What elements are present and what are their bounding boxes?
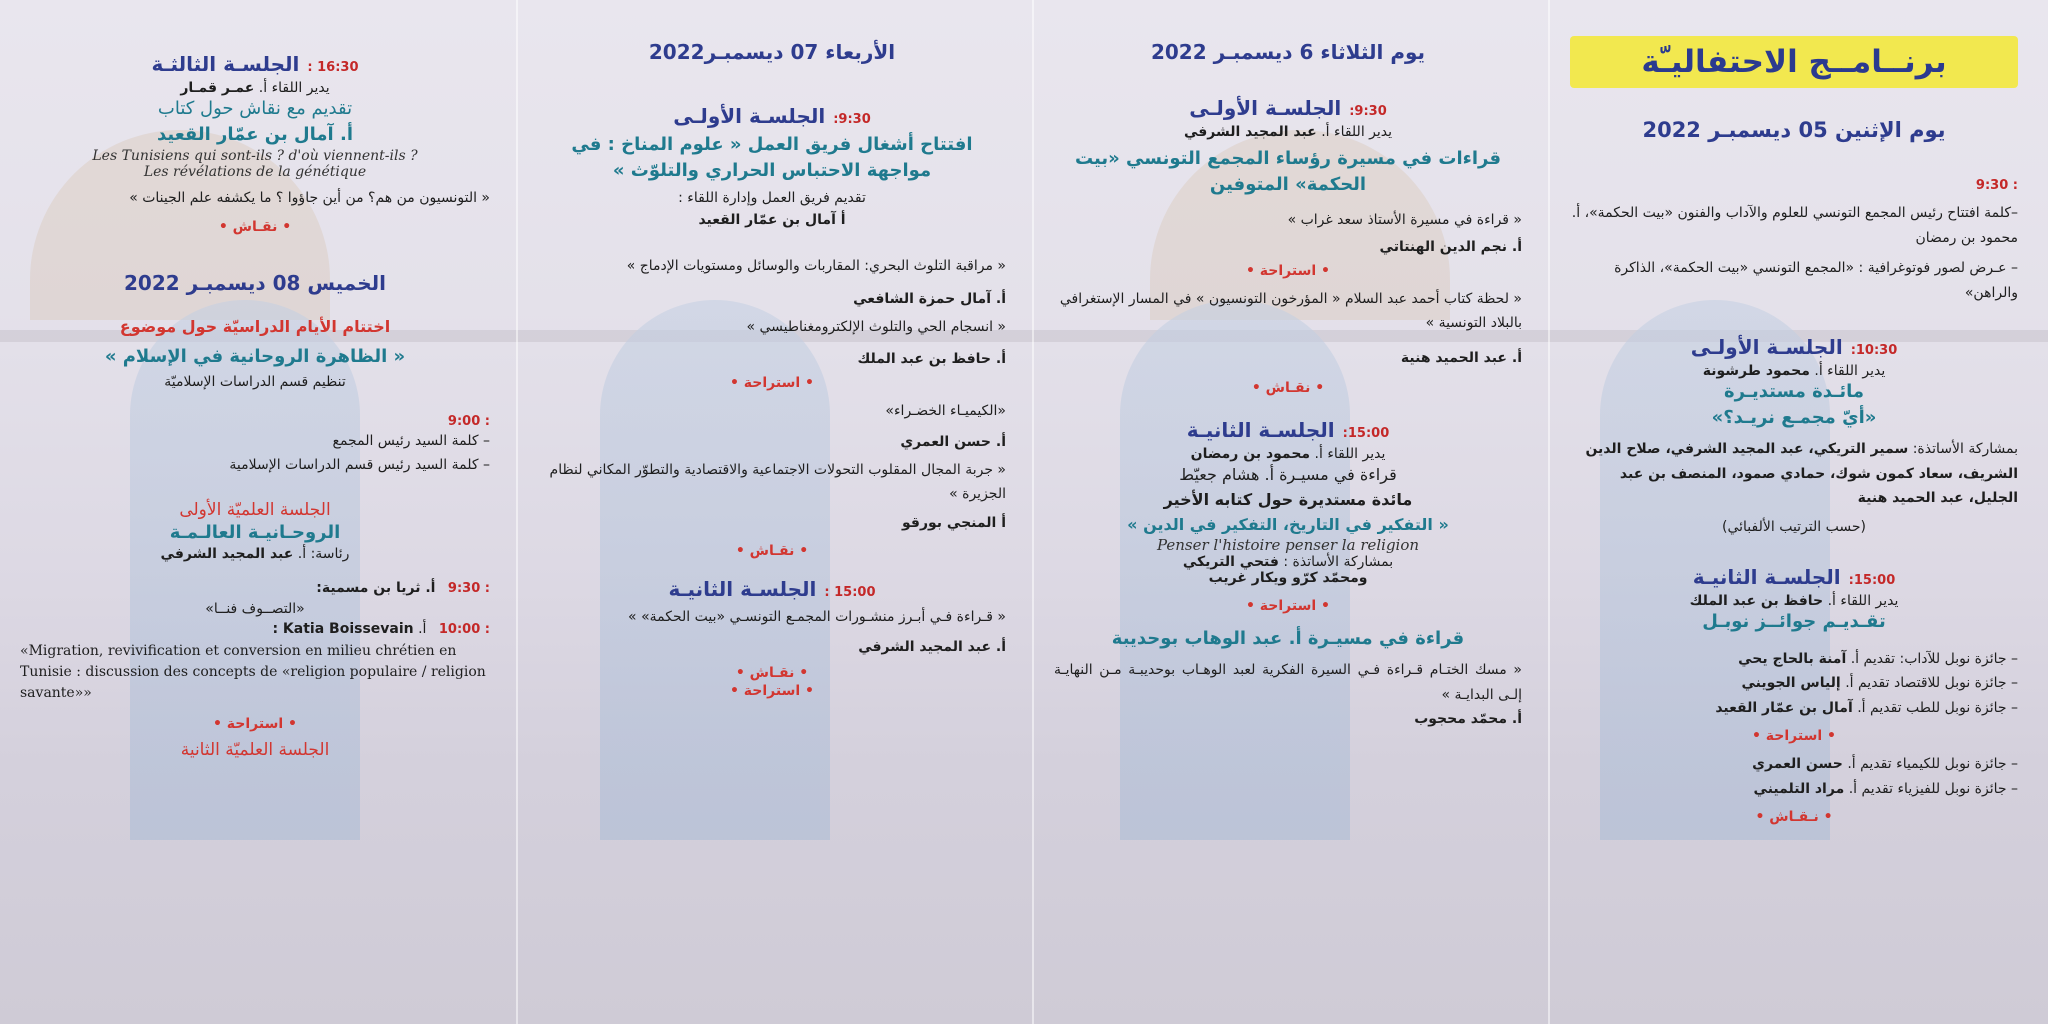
- talk-topic: « جربة المجال المقلوب التحولات الاجتماعية والاقتصادية والتطوّر المكاني لنظام الجزيرة »: [549, 461, 1006, 503]
- break-label: • استراحة •: [1245, 598, 1330, 615]
- roundtable-question: «أيّ مجمـع نريـد؟»: [1711, 407, 1877, 429]
- program-header: برنــامــج الاحتفاليـّة: [1570, 36, 2018, 88]
- talk-topic: « انسجام الحي والتلوث الإلكترومغناطيسي »: [746, 318, 1006, 335]
- session-chair: [1570, 593, 2018, 609]
- talk-time: : 10:00: [438, 621, 490, 637]
- nobel-title: تقـديـم جوائــز نوبـل: [1702, 610, 1886, 632]
- talk-topic: « مراقبة التلوث البحري: المقاربات والوسائل ومستويات الإدماج »: [626, 258, 1006, 275]
- chair-prefix: يدير اللقاء أ.: [1827, 592, 1899, 609]
- nobel-item: [1570, 696, 2018, 721]
- speaker-name: أ. محمّد محجوب: [1414, 711, 1522, 728]
- reading-topic: « مسك الختـام قـراءة فـي السيرة الفكرية لعبد الوهـاب بوحديبـة مـن النهايـة إلـى البدايـة »: [1054, 662, 1522, 703]
- chair-name: عمـر قمـار: [180, 80, 255, 96]
- speaker-name: أ. حسن العمري: [900, 433, 1006, 450]
- welcome-speech: – كلمة السيد رئيس قسم الدراسات الإسلامية: [229, 457, 490, 474]
- opening-title: افتتاح أشغال فريق العمل « علوم المناخ : في مواجهة الاحتباس الحراري والتلوّث »: [571, 134, 973, 182]
- session-chair: [1570, 363, 2018, 379]
- book-subtitle-fr: Les révélations de la génétique: [143, 164, 367, 181]
- chair-prefix: يدير اللقاء أ.: [1814, 363, 1886, 379]
- roundtable-title: مائدة مستديرة حول كتابه الأخير: [1163, 490, 1413, 510]
- time-label: : 9:00: [447, 413, 490, 429]
- speaker-name: أ المنجي بورقو: [902, 514, 1006, 531]
- book-discussion: تقديم مع نقاش حول كتاب: [157, 98, 353, 119]
- talk-time: : 9:30: [447, 580, 490, 596]
- speaker-name: أ. عبد الحميد هنية: [1400, 349, 1522, 366]
- session-chair: [1054, 124, 1522, 140]
- book-title-fr: Les Tunisiens qui sont-ils ? d'où viennent-ils ?: [92, 148, 418, 165]
- time-label: : 9:30: [1975, 178, 2018, 193]
- session-time: 9:30:: [833, 112, 871, 127]
- participants-prefix: بمشاركة الأساتذة :: [1283, 554, 1394, 571]
- participants-names: سمير التريكي، عبد المجيد الشرفي، صلاح الدين الشريف، سعاد كمون شوك، حمادي صمود، المنصف بن عبد الجليل، عبد الحميد هنية: [1585, 441, 2018, 507]
- alphabetical-note: (حسب الترتيب الألفبائي): [1722, 518, 1866, 535]
- team-intro: تقديم فريق العمل وإدارة اللقاء :: [678, 190, 866, 207]
- nobel-prize: – جائزة نوبل للكيمياء تقديم أ.: [1847, 756, 2018, 773]
- speaker-name: أ. آمال حمزة الشافعي: [853, 290, 1006, 307]
- nobel-prize: – جائزة نوبل للاقتصاد تقديم أ.: [1845, 675, 2018, 692]
- book-title-fr: Penser l'histoire penser la religion: [1156, 536, 1420, 555]
- talk-entry: [20, 576, 490, 601]
- presenter-name: آمال بن عمّار القعيد: [1715, 699, 1853, 716]
- speaker-name: أ. حافظ بن عبد الملك: [857, 351, 1006, 368]
- session-title: الجلسـة الأولـى: [1690, 335, 1843, 359]
- nobel-item: [1570, 777, 2018, 802]
- day-heading: يوم الإثنين 05 ديسمبـر 2022: [1642, 118, 1946, 142]
- speaker-prefix: أ.: [418, 620, 427, 637]
- session-time: 15:00:: [1848, 572, 1896, 588]
- talk-topic: «Migration, revivification et conversion en milieu chrétien en Tunisie : discussion des concepts de «religion populaire / religion savante»»: [20, 643, 486, 702]
- discussion-label: • نقـاش •: [218, 218, 292, 235]
- opening-speech: –كلمة افتتاح رئيس المجمع التونسي للعلوم والآداب والفنون «بيت الحكمة»، أ. محمود بن رمضان: [1571, 205, 2018, 246]
- welcome-speech: – كلمة السيد رئيس المجمع: [332, 432, 490, 449]
- nobel-prize: – جائزة نوبل للآداب: تقديم أ.: [1850, 650, 2018, 667]
- roundtable-title: مائـدة مستديـرة: [1723, 381, 1865, 402]
- session-title: الجلسـة الثالثـة: [151, 52, 300, 76]
- session-chair: [1054, 446, 1522, 462]
- panel-wednesday: [516, 0, 1032, 1024]
- chair-name: حافظ بن عبد الملك: [1689, 592, 1824, 609]
- speaker-name: أ. ثريا بن مسمية:: [316, 579, 436, 596]
- session-time: 15:00:: [1342, 425, 1390, 441]
- session-time: 10:30:: [1850, 343, 1898, 358]
- talk-topic: « قـراءة فـي أبـرز منشـورات المجمـع التونسـي «بيت الحكمة» »: [628, 608, 1006, 625]
- book-title: « التفكير في التاريخ، التفكير في الدين »: [1127, 514, 1449, 534]
- session-title: الجلسـة الأولـى: [673, 104, 826, 128]
- chair-name: محمود طرشونة: [1702, 363, 1810, 379]
- session-heading: [538, 577, 1006, 601]
- day-heading: الأربعاء 07 ديسمبـر2022: [648, 40, 896, 64]
- presenter-name: آمنة بالحاج يحي: [1738, 650, 1847, 667]
- break-label: • استراحة •: [1245, 262, 1330, 279]
- day-heading: الخميس 08 ديسمبـر 2022: [123, 270, 386, 295]
- nobel-item: [1570, 647, 2018, 672]
- team-lead: أ آمال بن عمّار القعيد: [698, 212, 846, 229]
- chair-prefix: يدير اللقاء أ.: [258, 80, 330, 96]
- chair-prefix: يدير اللقاء أ.: [1314, 445, 1386, 462]
- talk-topic: «الكيميـاء الخضـراء»: [885, 403, 1006, 420]
- talk-entry: [20, 617, 490, 642]
- organizer: تنظيم قسم الدراسات الإسلاميّة: [164, 373, 346, 390]
- participants: [1054, 554, 1522, 570]
- session-heading: [538, 104, 1006, 128]
- participants-more: ومحمّد كرّو ويكار غريب: [1208, 570, 1368, 587]
- speaker-name: أ. عبد المجيد الشرفي: [858, 639, 1006, 656]
- break-label: • استراحة •: [729, 683, 814, 700]
- nobel-prize: – جائزة نوبل للطب تقديم أ.: [1857, 699, 2018, 716]
- chair-name: عبد المجيد الشرفي: [1183, 124, 1317, 140]
- nobel-item: [1570, 752, 2018, 777]
- session-heading: [1054, 418, 1522, 442]
- speaker-name: Katia Boissevain :: [272, 620, 414, 637]
- reading-topic: « لحظة كتاب أحمد عبد السلام « المؤرخون التونسيون » في المسار الإستغرافي بالبلاد التونسية »: [1059, 290, 1522, 332]
- scientific-session: الجلسة العلميّة الثانية: [180, 740, 330, 761]
- session-heading: [20, 52, 490, 76]
- reading-title: قراءة في مسيـرة أ. عبد الوهاب بوحديبة: [1111, 628, 1465, 650]
- chair-name: عبد المجيد الشرفي: [160, 545, 294, 562]
- discussion-label: • نقـاش •: [735, 542, 809, 559]
- presenter-name: حسن العمري: [1752, 756, 1843, 773]
- break-label: • استراحة •: [212, 716, 297, 733]
- chair-name: محمود بن رمضان: [1190, 445, 1311, 462]
- speaker-name: أ. نجم الدين الهنتاتي: [1379, 238, 1522, 255]
- chair-prefix: يدير اللقاء أ.: [1321, 124, 1393, 140]
- session-chair: [20, 80, 490, 96]
- discussion-label: • نقـاش •: [735, 665, 809, 682]
- panel-monday: [1548, 0, 2048, 1024]
- chair-prefix: رئاسة: أ.: [297, 545, 350, 562]
- session-chair: [20, 546, 490, 562]
- day-heading: يوم الثلاثاء 6 ديسمبـر 2022: [1150, 40, 1426, 64]
- theme-title: « الظاهرة الروحانية في الإسلام »: [104, 345, 406, 367]
- break-label: • استراحة •: [729, 375, 814, 392]
- session-heading: [1570, 335, 2018, 359]
- participant-name: فتحي التريكي: [1182, 554, 1279, 571]
- photo-exhibition: – عـرض لصور فوتوغرافية : «المجمع التونسي «بيت الحكمة»، الذاكرة والراهن»: [1614, 260, 2018, 301]
- presenter-name: إلياس الجويني: [1741, 675, 1841, 692]
- session-time: 16:30 :: [307, 60, 359, 75]
- scientific-session-title: الروحـانيـة العالـمـة: [169, 521, 341, 543]
- session-heading: [1054, 96, 1522, 120]
- session-heading: [1570, 565, 2018, 589]
- reading-title: قراءة في مسيـرة أ. هشام جعيّط: [1179, 464, 1397, 484]
- scientific-session: الجلسة العلميّة الأولى: [179, 499, 331, 520]
- readings-title: قراءات في مسيرة رؤساء المجمع التونسي «بيت الحكمة» المتوفين: [1074, 148, 1502, 196]
- participants-prefix: بمشاركة الأساتذة:: [1912, 441, 2018, 458]
- talk-topic: «التصــوف فنــا»: [205, 600, 305, 617]
- presenter-name: مراد التلميني: [1753, 780, 1845, 797]
- closing-title: اختتام الأيام الدراسيّة حول موضوع: [119, 316, 391, 336]
- book-author: أ. آمال بن عمّار القعيد: [157, 124, 353, 146]
- book-title-ar: « التونسيون من هم؟ من أين جاؤوا ؟ ما يكشفه علم الجينات »: [129, 190, 490, 207]
- nobel-item: [1570, 671, 2018, 696]
- participants: [1570, 437, 2018, 511]
- discussion-label: • نـقـاش •: [1755, 809, 1833, 826]
- reading-topic: « قراءة في مسيرة الأستاذ سعد غراب »: [1287, 212, 1522, 229]
- break-label: • استراحة •: [1751, 728, 1836, 745]
- session-time: 9:30:: [1349, 104, 1387, 119]
- session-title: الجلسـة الثانيـة: [1692, 564, 1841, 589]
- session-title: الجلسـة الثانيـة: [1186, 417, 1335, 442]
- nobel-prize: – جائزة نوبل للفيزياء تقديم أ.: [1848, 780, 2018, 797]
- discussion-label: • نقـاش •: [1251, 379, 1325, 396]
- session-title: الجلسـة الثانيـة: [668, 576, 817, 601]
- panel-thursday: [0, 0, 516, 1024]
- session-title: الجلسـة الأولـى: [1189, 96, 1342, 120]
- session-time: 15:00 :: [824, 584, 876, 600]
- panel-tuesday: [1032, 0, 1548, 1024]
